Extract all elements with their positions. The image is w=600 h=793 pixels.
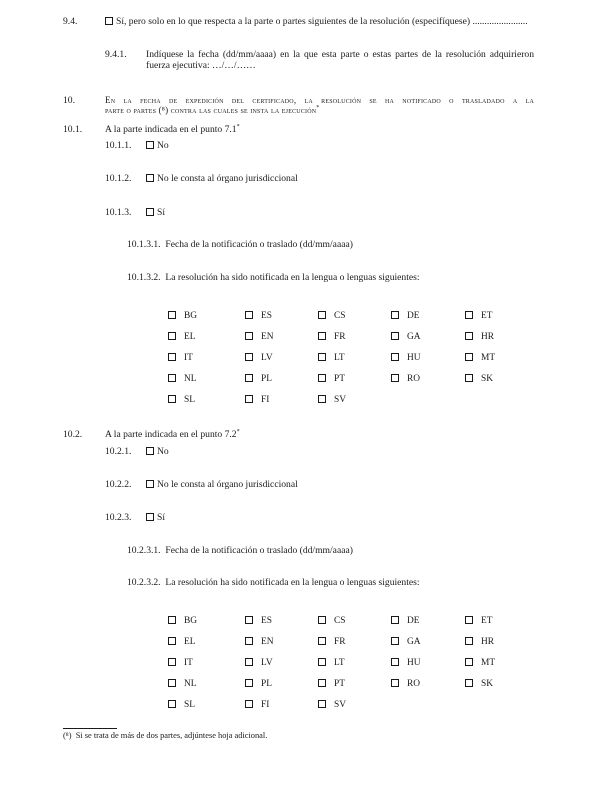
num-10-1-2: 10.1.2.: [105, 173, 132, 184]
heading-10-line1: En la fecha de expedición del certificado, la resolución se ha notificado o trasladado a la: [105, 95, 534, 105]
section-num-9-4-1: 9.4.1.: [105, 49, 127, 60]
p2-lang-et[interactable]: [465, 616, 492, 626]
p2-label-ga: GA: [407, 637, 421, 647]
p2-lang-hr[interactable]: [465, 637, 494, 647]
p2-checkbox-sk[interactable]: [465, 679, 473, 687]
p2-label-en: EN: [261, 637, 274, 647]
p2-label-ro: RO: [407, 679, 421, 689]
label-10-2-1: No: [157, 446, 169, 457]
p2-checkbox-de[interactable]: [391, 616, 399, 624]
p2-label-fr: FR: [334, 637, 346, 647]
p1-label-de: DE: [407, 311, 420, 321]
p1-label-fr: FR: [334, 332, 346, 342]
p2-label-nl: NL: [184, 679, 197, 689]
p2-label-lt: LT: [334, 658, 345, 668]
p2-lang-en[interactable]: [245, 637, 274, 647]
p1-checkbox-cs[interactable]: [318, 311, 326, 319]
p2-lang-nl[interactable]: [168, 679, 197, 689]
p1-checkbox-mt[interactable]: [465, 353, 473, 361]
p2-checkbox-pl[interactable]: [245, 679, 253, 687]
label-9-4: Sí, pero solo en lo que respecta a la parte o partes siguientes de la resolución (especifíquese) .......................: [116, 16, 528, 27]
p2-checkbox-et[interactable]: [465, 616, 473, 624]
p1-checkbox-sk[interactable]: [465, 374, 473, 382]
p1-label-bg: BG: [184, 311, 198, 321]
num-10-1-3-1: 10.1.3.1.: [127, 239, 161, 250]
p1-lang-it[interactable]: [168, 353, 193, 363]
p2-lang-sk[interactable]: [465, 679, 493, 689]
p1-lang-lv[interactable]: [245, 353, 273, 363]
num-10-2-1: 10.2.1.: [105, 446, 132, 457]
p2-checkbox-el[interactable]: [168, 637, 176, 645]
text-9-4-1: [146, 49, 534, 71]
p1-lang-en[interactable]: [245, 332, 274, 342]
checkbox-10-2-3[interactable]: [146, 513, 154, 521]
num-10-2-2: 10.2.2.: [105, 479, 132, 490]
p1-label-cs: CS: [334, 311, 346, 321]
option-10-2-1[interactable]: [146, 446, 169, 457]
p1-lang-hu[interactable]: [391, 353, 421, 363]
p2-checkbox-pt[interactable]: [318, 679, 326, 687]
p2-label-fi: FI: [261, 700, 270, 710]
p2-label-it: IT: [184, 658, 193, 668]
p2-lang-fr[interactable]: [318, 637, 345, 647]
p1-label-ga: GA: [407, 332, 421, 342]
p2-checkbox-cs[interactable]: [318, 616, 326, 624]
checkbox-10-2-1[interactable]: [146, 447, 154, 455]
p1-lang-sv[interactable]: [318, 395, 346, 405]
title-10-2-star: *: [236, 429, 240, 435]
p2-checkbox-lv[interactable]: [245, 658, 253, 666]
p1-checkbox-ro[interactable]: [391, 374, 399, 382]
footnote-rule: [63, 728, 117, 729]
p2-checkbox-ro[interactable]: [391, 679, 399, 687]
text-10-2-3-1: Fecha de la notificación o traslado (dd/mm/aaaa): [165, 545, 353, 556]
label-10-1-2: No le consta al órgano jurisdiccional: [157, 173, 298, 184]
p2-lang-sv[interactable]: [318, 700, 346, 710]
p2-checkbox-hr[interactable]: [465, 637, 473, 645]
label-10-1-1: No: [157, 140, 169, 151]
p1-lang-lt[interactable]: [318, 353, 345, 363]
num-10-2-3-2: 10.2.3.2.: [127, 577, 161, 588]
p1-lang-fr[interactable]: [318, 332, 345, 342]
p1-lang-es[interactable]: [245, 311, 272, 321]
heading-10-line2: parte o partes (⁸) contra las cuales se insta la ejecución: [105, 105, 317, 115]
text-9-4-1-line2: fuerza ejecutiva: …/…/……: [146, 60, 256, 71]
p2-lang-it[interactable]: [168, 658, 193, 668]
p2-lang-sl[interactable]: [168, 700, 195, 710]
p1-checkbox-el[interactable]: [168, 332, 176, 340]
p2-checkbox-en[interactable]: [245, 637, 253, 645]
p1-lang-cs[interactable]: [318, 311, 345, 321]
p2-label-pt: PT: [334, 679, 345, 689]
checkbox-10-1-3[interactable]: [146, 208, 154, 216]
p1-checkbox-pt[interactable]: [318, 374, 326, 382]
p1-checkbox-lt[interactable]: [318, 353, 326, 361]
text-10-1-3-1: Fecha de la notificación o traslado (dd/mm/aaaa): [165, 239, 353, 250]
num-10-1-3: 10.1.3.: [105, 207, 132, 218]
p1-lang-ro[interactable]: [391, 374, 420, 384]
p1-lang-mt[interactable]: [465, 353, 495, 363]
p2-label-el: EL: [184, 637, 196, 647]
p1-checkbox-et[interactable]: [465, 311, 473, 319]
p2-label-sk: SK: [481, 679, 493, 689]
option-10-1-1[interactable]: [146, 140, 169, 151]
p2-checkbox-fr[interactable]: [318, 637, 326, 645]
p2-label-hr: HR: [481, 637, 495, 647]
num-10-2-3: 10.2.3.: [105, 512, 132, 523]
title-10-2-text: A la parte indicada en el punto 7.2: [105, 429, 237, 441]
p2-lang-de[interactable]: [391, 616, 420, 626]
p1-label-hu: HU: [407, 353, 421, 363]
p2-label-hu: HU: [407, 658, 421, 668]
p1-label-mt: MT: [481, 353, 496, 363]
label-10-2-2: No le consta al órgano jurisdiccional: [157, 479, 298, 490]
p2-label-sl: SL: [184, 700, 195, 710]
option-10-1-3[interactable]: [146, 207, 165, 218]
heading-10: [105, 95, 534, 115]
checkbox-9-4-row[interactable]: [105, 16, 528, 27]
p2-lang-lv[interactable]: [245, 658, 273, 668]
p1-lang-pt[interactable]: [318, 374, 345, 384]
p2-label-de: DE: [407, 616, 420, 626]
p1-lang-bg[interactable]: [168, 311, 197, 321]
p1-checkbox-hr[interactable]: [465, 332, 473, 340]
p2-lang-fi[interactable]: [245, 700, 269, 710]
p1-lang-pl[interactable]: [245, 374, 272, 384]
section-num-10: 10.: [63, 95, 75, 106]
p2-lang-ga[interactable]: [391, 637, 421, 647]
p1-checkbox-lv[interactable]: [245, 353, 253, 361]
p1-label-hr: HR: [481, 332, 495, 342]
p1-checkbox-it[interactable]: [168, 353, 176, 361]
p1-checkbox-bg[interactable]: [168, 311, 176, 319]
p2-checkbox-lt[interactable]: [318, 658, 326, 666]
checkbox-9-4[interactable]: [105, 17, 113, 25]
heading-10-star: *: [316, 105, 320, 111]
p2-lang-bg[interactable]: [168, 616, 197, 626]
p1-lang-ga[interactable]: [391, 332, 421, 342]
item-10-1-3-2: [127, 272, 420, 283]
p2-checkbox-ga[interactable]: [391, 637, 399, 645]
p2-lang-es[interactable]: [245, 616, 272, 626]
title-10-1: [105, 124, 240, 135]
p1-lang-sk[interactable]: [465, 374, 493, 384]
p2-checkbox-bg[interactable]: [168, 616, 176, 624]
p1-label-lt: LT: [334, 353, 345, 363]
p2-label-cs: CS: [334, 616, 346, 626]
p2-checkbox-fi[interactable]: [245, 700, 253, 708]
p2-checkbox-es[interactable]: [245, 616, 253, 624]
p2-checkbox-sl[interactable]: [168, 700, 176, 708]
section-num-10-1: 10.1.: [63, 124, 83, 135]
label-10-1-3: Sí: [157, 207, 166, 218]
p1-label-ro: RO: [407, 374, 421, 384]
p2-checkbox-nl[interactable]: [168, 679, 176, 687]
p1-checkbox-hu[interactable]: [391, 353, 399, 361]
p2-checkbox-sv[interactable]: [318, 700, 326, 708]
p2-checkbox-hu[interactable]: [391, 658, 399, 666]
title-10-2: [105, 429, 240, 440]
num-10-1-1: 10.1.1.: [105, 140, 132, 151]
p1-checkbox-es[interactable]: [245, 311, 253, 319]
p1-lang-el[interactable]: [168, 332, 195, 342]
option-10-1-2[interactable]: [146, 173, 298, 184]
p2-lang-lt[interactable]: [318, 658, 345, 668]
text-10-1-3-2: La resolución ha sido notificada en la lengua o lenguas siguientes:: [165, 272, 420, 283]
p1-label-en: EN: [261, 332, 274, 342]
p1-lang-de[interactable]: [391, 311, 420, 321]
p2-label-mt: MT: [481, 658, 496, 668]
p1-checkbox-pl[interactable]: [245, 374, 253, 382]
option-10-2-3[interactable]: [146, 512, 165, 523]
p1-label-el: EL: [184, 332, 196, 342]
section-num-9-4: 9.4.: [63, 16, 78, 27]
p1-label-es: ES: [261, 311, 272, 321]
p2-lang-hu[interactable]: [391, 658, 421, 668]
p2-checkbox-it[interactable]: [168, 658, 176, 666]
p2-label-et: ET: [481, 616, 493, 626]
p1-checkbox-fi[interactable]: [245, 395, 253, 403]
p1-lang-et[interactable]: [465, 311, 492, 321]
p1-checkbox-de[interactable]: [391, 311, 399, 319]
footnote-text: Si se trata de más de dos partes, adjúntese hoja adicional.: [75, 731, 268, 740]
label-10-2-3: Sí: [157, 512, 166, 523]
item-10-1-3-1: [127, 239, 353, 250]
title-10-1-text: A la parte indicada en el punto 7.1: [105, 124, 237, 136]
p2-lang-pl[interactable]: [245, 679, 272, 689]
p2-label-pl: PL: [261, 679, 272, 689]
item-10-2-3-2: [127, 577, 420, 588]
p1-checkbox-ga[interactable]: [391, 332, 399, 340]
checkbox-10-1-1[interactable]: [146, 141, 154, 149]
option-10-2-2[interactable]: [146, 479, 298, 490]
p1-label-nl: NL: [184, 374, 197, 384]
p1-lang-nl[interactable]: [168, 374, 197, 384]
p1-label-pt: PT: [334, 374, 345, 384]
p1-label-sl: SL: [184, 395, 195, 405]
p2-label-lv: LV: [261, 658, 273, 668]
title-10-1-star: *: [236, 124, 240, 130]
p2-lang-mt[interactable]: [465, 658, 495, 668]
p1-label-et: ET: [481, 311, 493, 321]
p1-lang-hr[interactable]: [465, 332, 494, 342]
p2-label-bg: BG: [184, 616, 198, 626]
p1-label-fi: FI: [261, 395, 270, 405]
p2-lang-ro[interactable]: [391, 679, 420, 689]
num-10-1-3-2: 10.1.3.2.: [127, 272, 161, 283]
p1-checkbox-sl[interactable]: [168, 395, 176, 403]
p1-label-lv: LV: [261, 353, 273, 363]
text-9-4-1-line1: Indíquese la fecha (dd/mm/aaaa) en la que esta parte o estas partes de la resolución adquirieron: [146, 49, 534, 60]
p1-checkbox-fr[interactable]: [318, 332, 326, 340]
p1-label-sv: SV: [334, 395, 346, 405]
p2-lang-cs[interactable]: [318, 616, 345, 626]
p1-label-it: IT: [184, 353, 193, 363]
p1-checkbox-nl[interactable]: [168, 374, 176, 382]
p2-label-es: ES: [261, 616, 272, 626]
checkbox-10-2-2[interactable]: [146, 480, 154, 488]
checkbox-10-1-2[interactable]: [146, 174, 154, 182]
p2-lang-el[interactable]: [168, 637, 195, 647]
p1-lang-sl[interactable]: [168, 395, 195, 405]
section-num-10-2: 10.2.: [63, 429, 83, 440]
text-10-2-3-2: La resolución ha sido notificada en la lengua o lenguas siguientes:: [165, 577, 420, 588]
p2-lang-pt[interactable]: [318, 679, 345, 689]
item-10-2-3-1: [127, 545, 353, 556]
footnote-mark: (⁸): [63, 731, 72, 740]
p1-label-sk: SK: [481, 374, 493, 384]
p1-lang-fi[interactable]: [245, 395, 269, 405]
p2-label-sv: SV: [334, 700, 346, 710]
p2-checkbox-mt[interactable]: [465, 658, 473, 666]
footnote: [63, 731, 267, 740]
p1-checkbox-en[interactable]: [245, 332, 253, 340]
p1-label-pl: PL: [261, 374, 272, 384]
p1-checkbox-sv[interactable]: [318, 395, 326, 403]
num-10-2-3-1: 10.2.3.1.: [127, 545, 161, 556]
